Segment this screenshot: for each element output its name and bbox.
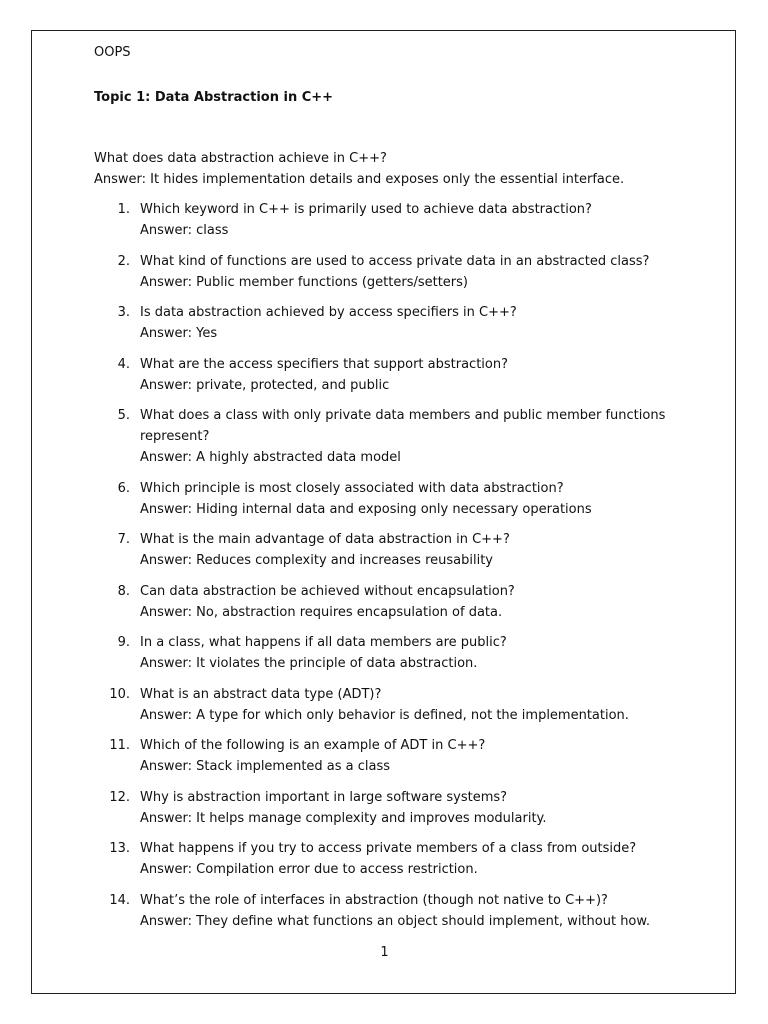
question-number: 4. <box>117 356 130 372</box>
document-header: OOPS <box>94 45 131 60</box>
answer-text: Answer: class <box>140 223 229 238</box>
answer-text: Answer: A highly abstracted data model <box>140 450 401 465</box>
intro-question: What does data abstraction achieve in C++? <box>94 151 387 166</box>
question-item <box>94 787 694 829</box>
answer-text: Answer: No, abstraction requires encapsulation of data. <box>140 604 503 620</box>
question-item <box>94 890 694 932</box>
answer-text: Answer: Reduces complexity and increases reusability <box>140 553 493 568</box>
question-item <box>94 581 694 623</box>
question-number: 10. <box>109 686 130 702</box>
question-number: 11. <box>109 738 130 753</box>
question-text: Is data abstraction achieved by access specifiers in C++? <box>140 305 517 320</box>
intro-block <box>94 148 694 190</box>
question-number: 7. <box>117 532 130 547</box>
question-text: Which principle is most closely associated with data abstraction? <box>140 480 564 496</box>
question-item <box>94 529 694 571</box>
question-item <box>94 405 694 468</box>
question-item <box>94 632 694 674</box>
answer-text: Answer: Hiding internal data and exposing only necessary operations <box>140 501 592 517</box>
topic-title: Topic 1: Data Abstraction in C++ <box>94 90 334 105</box>
question-item <box>94 838 694 880</box>
question-number: 1. <box>117 202 130 217</box>
question-text: In a class, what happens if all data members are public? <box>140 635 507 650</box>
question-item <box>94 302 694 344</box>
answer-text: Answer: It helps manage complexity and improves modularity. <box>140 810 547 826</box>
question-text: Can data abstraction be achieved without encapsulation? <box>140 583 515 599</box>
question-item <box>94 251 694 293</box>
question-number: 14. <box>109 892 130 908</box>
question-item <box>94 354 694 396</box>
question-item <box>94 684 694 726</box>
question-number: 13. <box>109 841 130 856</box>
intro-answer: Answer: It hides implementation details and exposes only the essential interface. <box>94 172 625 187</box>
answer-text: Answer: They define what functions an object should implement, without how. <box>140 913 650 929</box>
answer-text: Answer: private, protected, and public <box>140 377 390 393</box>
question-text: What is an abstract data type (ADT)? <box>140 686 382 702</box>
question-item <box>94 735 694 777</box>
question-text: What are the access specifiers that support abstraction? <box>140 356 508 372</box>
question-text: Why is abstraction important in large software systems? <box>140 789 508 805</box>
question-text: What is the main advantage of data abstraction in C++? <box>140 532 510 547</box>
document-page <box>31 30 736 994</box>
question-list <box>94 199 694 941</box>
page-number: 1 <box>380 945 389 960</box>
question-number: 9. <box>117 635 130 650</box>
answer-text: Answer: A type for which only behavior is defined, not the implementation. <box>140 707 629 723</box>
question-text: What happens if you try to access private members of a class from outside? <box>140 841 637 856</box>
question-number: 12. <box>109 789 130 805</box>
question-number: 8. <box>117 583 130 599</box>
question-text: What does a class with only private data members and public member functions represent? <box>140 408 666 444</box>
question-text: What’s the role of interfaces in abstraction (though not native to C++)? <box>140 892 608 908</box>
question-number: 3. <box>117 305 130 320</box>
answer-text: Answer: Public member functions (getters/setters) <box>140 274 468 290</box>
question-text: Which keyword in C++ is primarily used to achieve data abstraction? <box>140 202 592 217</box>
question-number: 5. <box>117 408 130 423</box>
answer-text: Answer: It violates the principle of data abstraction. <box>140 656 478 671</box>
question-number: 2. <box>117 253 130 269</box>
answer-text: Answer: Compilation error due to access restriction. <box>140 862 478 877</box>
question-text: Which of the following is an example of ADT in C++? <box>140 738 486 753</box>
question-item <box>94 478 694 520</box>
question-number: 6. <box>117 480 130 496</box>
question-text: What kind of functions are used to access private data in an abstracted class? <box>140 253 650 269</box>
answer-text: Answer: Stack implemented as a class <box>140 759 391 774</box>
answer-text: Answer: Yes <box>140 326 218 341</box>
question-item <box>94 199 694 241</box>
